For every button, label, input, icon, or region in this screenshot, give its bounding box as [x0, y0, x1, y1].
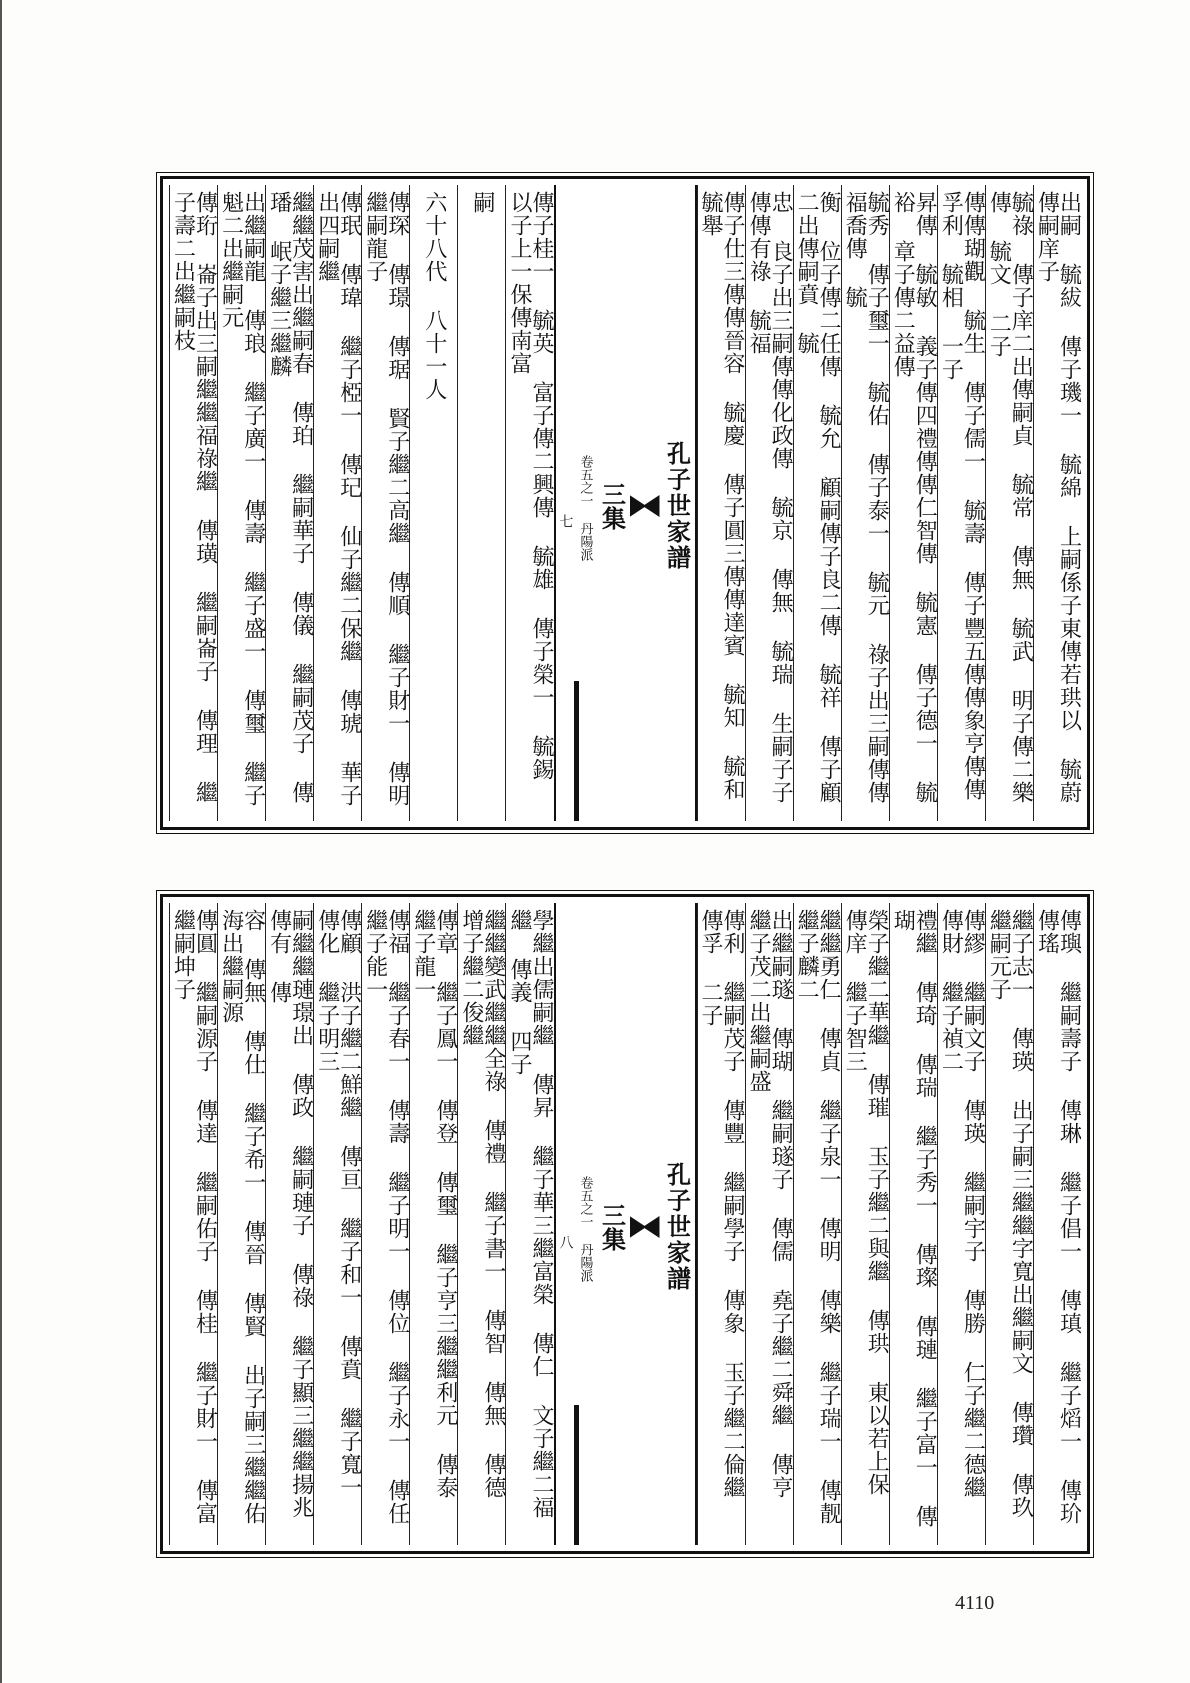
genealogy-column — [889, 903, 937, 1545]
column-text: 傳子桂一 毓英 富子傳二興傳 毓雄 傳子榮一 毓錫 以子上一保傳南富 — [506, 191, 554, 781]
genealogy-column — [265, 903, 313, 1545]
genealogy-column — [217, 903, 265, 1545]
genealogy-column — [697, 185, 745, 821]
column-text: 繼繼勇仁 傳貞 繼子泉一 傳明 傳樂 繼子瑞一 傳靓 繼子麟二 — [794, 909, 841, 1525]
column-text: 傳珩 崙子出三嗣繼繼福祿繼 傳璜 繼嗣崙子 傳理 繼子壽二出繼嗣枝 — [170, 191, 218, 804]
column-text: 傳子仕三傳傳晉容 毓慶 傳子圓三傳傳達賓 毓知 毓和 毓舉 — [698, 191, 745, 801]
genealogy-page-7 — [160, 176, 1090, 830]
bottom-columns — [169, 903, 1081, 1545]
genealogy-column — [169, 185, 217, 821]
column-text: 傳繆 繼嗣文子 傳瑛 繼嗣宇子 傳勝 仁子繼二德繼 傳財 繼子禎二 — [938, 909, 985, 1499]
column-text: 傳利 繼嗣茂子 傳豐 繼嗣學子 傳象 玉子繼二倫繼 傳孚 二子 — [698, 909, 745, 1499]
spine-bar — [574, 681, 579, 821]
genealogy-column — [985, 185, 1033, 821]
column-text: 傳圓 繼嗣源子 傳達 繼嗣佑子 傳桂 繼子財一 傳富 繼嗣坤子 — [170, 909, 218, 1525]
genealogy-column — [793, 903, 841, 1545]
genealogy-column — [985, 903, 1033, 1545]
genealogy-column — [409, 185, 457, 821]
genealogy-column — [169, 903, 217, 1545]
page-number: 4110 — [955, 1592, 995, 1614]
center-spine — [554, 903, 697, 1545]
genealogy-column — [505, 903, 553, 1545]
column-text: 繼繼茂害出繼嗣春 傳珀 繼嗣華子 傳儀 繼嗣茂子 傳璠 岷子繼三繼麟 — [266, 191, 314, 804]
genealogy-column — [1033, 185, 1081, 821]
leaf-number: 七 — [557, 514, 574, 528]
column-text: 繼繼變武繼繼全祿 傳禮 繼子書一 傳智 傳無 傳德 增子繼二俊繼 — [458, 909, 506, 1499]
spine-bar — [574, 1405, 579, 1545]
genealogy-column — [937, 185, 985, 821]
column-text: 傳章 繼子鳳一 傳登 傳璽 繼子亨三繼繼利元 傳泰 繼子龍一 — [410, 909, 458, 1499]
column-text: 榮子繼二華繼 傳璀 玉子繼二與繼 傳珙 東以若上保 傳庠 繼子智三 — [842, 909, 889, 1496]
column-text: 傳珉 傳瑋 繼子椏一 傳玘 仙子繼二保繼 傳琥 華子出四嗣繼 — [314, 191, 362, 807]
genealogy-column — [457, 903, 505, 1545]
column-text: 忠 良子出三嗣傳傳化政傳 毓京 傳無 毓瑞 生嗣子子傳傳有祿 毓福 — [746, 191, 793, 804]
genealogy-column — [889, 185, 937, 821]
genealogy-column — [361, 903, 409, 1545]
genealogy-column — [1033, 903, 1081, 1545]
collection-label: 三集 — [597, 1203, 627, 1251]
column-text: 出繼嗣龍 傳琅 繼子廣一 傳壽 繼子盛一 傳璽 繼子魁二出繼嗣元 — [218, 191, 266, 807]
column-text: 出嗣 毓紱 傳子璣一 毓綿 上嗣係子東傳若珙以 毓蔚 傳嗣庠子 — [1034, 191, 1081, 804]
column-text: 禮繼 傳琦 傳瑞 繼子秀一 傳璨 傳璉 繼子富一 傳瑚 — [890, 909, 937, 1528]
column-text: 嗣繼繼璉璟出 傳政 繼嗣璉子 傳祿 繼子顯三繼繼揚兆 傳有 傳 — [266, 909, 314, 1519]
genealogy-column — [313, 903, 361, 1545]
column-text: 毓秀 傳子璽一 毓佑 傳子泰一 毓元 祿子出三嗣傳傳福喬傳 毓 — [842, 191, 889, 804]
genealogy-column — [745, 903, 793, 1545]
genealogy-column — [745, 185, 793, 821]
book-title: 孔子世家譜 — [662, 441, 692, 571]
column-text: 傳璵 繼嗣壽子 傳琳 繼子倡一 傳瑱 繼子熖一 傳玠 傳瑤 — [1034, 909, 1081, 1525]
collection-label: 三集 — [597, 482, 627, 530]
fish-tail-mark — [630, 495, 660, 517]
column-text: 學繼出儒嗣繼 傳昇 繼子華三繼富榮 傳仁 文子繼二福繼 傳義 四子 — [506, 909, 554, 1519]
genealogy-column — [361, 185, 409, 821]
column-text: 昇傳 毓敏 義子傳四禮傳傳仁智傳 毓憲 傳子德一 毓裕 章子傳二益傳 — [890, 191, 937, 804]
genealogy-column — [841, 185, 889, 821]
genealogy-page-8 — [160, 894, 1090, 1554]
column-text: 衡 位子傳二任傳 毓允 顧嗣傳子良二傳 毓祥 傳子顧二出傳嗣賁 毓 — [794, 191, 841, 804]
top-columns — [169, 185, 1081, 821]
genealogy-column — [457, 185, 505, 821]
volume-label: 卷五之一 丹陽派 — [577, 455, 593, 561]
scan-edge — [0, 0, 2, 1683]
column-text: 出繼嗣璲 傳瑚 繼嗣璲子 傳儒 堯子繼二舜繼 傳亨 繼子茂二出繼嗣盛 — [746, 909, 793, 1499]
leaf-number: 八 — [557, 1235, 574, 1249]
column-text: 嗣 — [469, 191, 495, 214]
column-text: 傳琛 傳璟 傳琚 賢子繼二高繼 傳順 繼子財一 傳明 繼嗣龍子 — [362, 191, 410, 807]
center-spine — [554, 185, 697, 821]
genealogy-column — [841, 903, 889, 1545]
column-text: 傳福 繼子春一 傳壽 繼子明一 傳位 繼子永一 傳任 繼子能一 — [362, 909, 410, 1525]
column-text: 六十八代 八十一人 — [421, 191, 447, 401]
column-text: 傳傳瑚觀 毓生 傳子儒一 毓壽 傳子豐五傳傳象亨傳傳孚利 毓相 一子 — [938, 191, 985, 801]
genealogy-column — [313, 185, 361, 821]
genealogy-column — [697, 903, 745, 1545]
column-text: 傳顧 洪子繼二鮮繼 傳亘 繼子和一 傳賁 繼子寬一 傳化 繼子明三 — [314, 909, 362, 1499]
column-text: 容 傳無 傳仕 繼子希一 傳晉 傳賢 出子嗣三繼繼佑海出繼嗣源 — [218, 909, 266, 1525]
volume-label: 卷五之一 丹陽派 — [577, 1176, 593, 1282]
column-text: 毓祿 傳子庠二出傳嗣貞 毓常 傳無 毓武 明子傳二樂傳 毓文 二子 — [986, 191, 1033, 804]
genealogy-column — [217, 185, 265, 821]
genealogy-column — [505, 185, 553, 821]
book-title: 孔子世家譜 — [662, 1162, 692, 1292]
genealogy-column — [265, 185, 313, 821]
genealogy-column — [793, 185, 841, 821]
column-text: 繼子志一 傳瑛 出子嗣三繼繼字寬出繼嗣文 傳瓚 傳玖 繼嗣元子 — [986, 909, 1033, 1519]
fish-tail-mark — [630, 1216, 660, 1238]
genealogy-column — [937, 903, 985, 1545]
genealogy-column — [409, 903, 457, 1545]
top-noise — [395, 8, 935, 16]
